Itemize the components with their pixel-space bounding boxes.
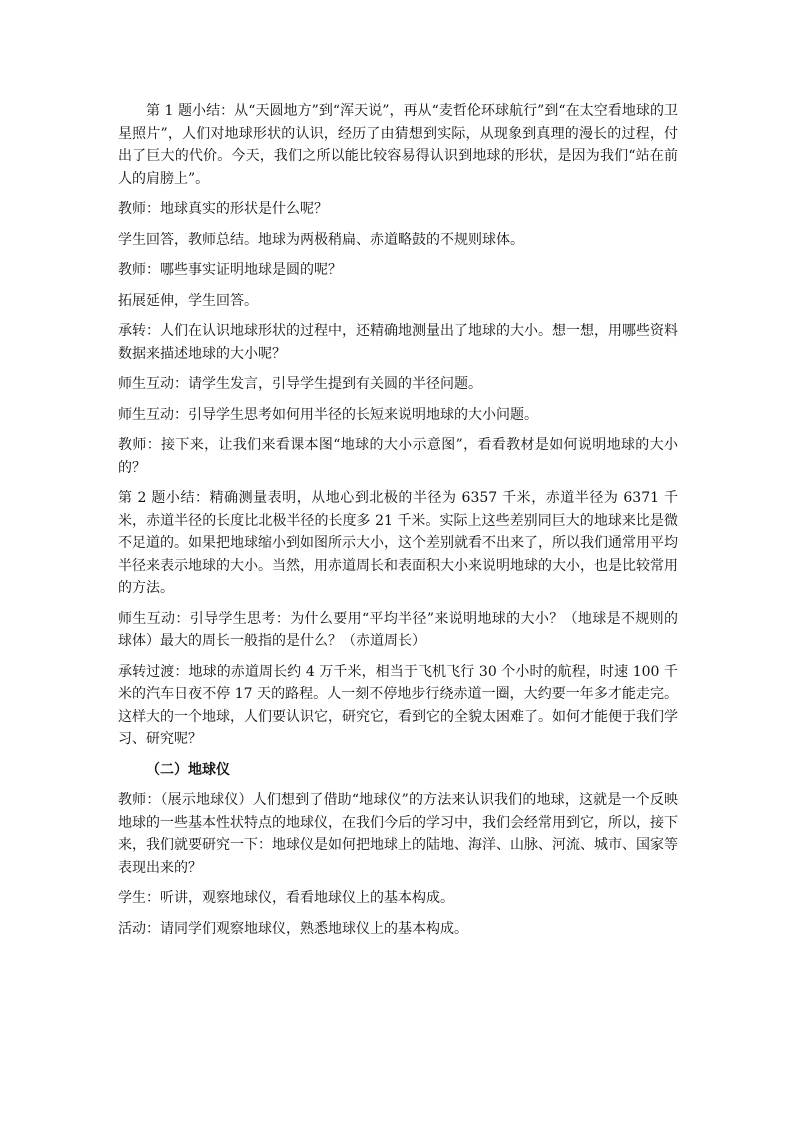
interaction-paragraph-radius: 师生互动：请学生发言，引导学生提到有关圆的半径问题。 bbox=[118, 376, 482, 392]
teacher-question-shape: 教师：地球真实的形状是什么呢？ bbox=[118, 201, 328, 217]
section-heading-globe: （二）地球仪 bbox=[146, 761, 230, 778]
document-page bbox=[118, 100, 678, 948]
student-paragraph-globe: 学生：听讲，观察地球仪，看看地球仪上的基本构成。 bbox=[118, 890, 454, 906]
teacher-paragraph-figure: 教师：接下来，让我们来看课本图“地球的大小示意图”，看看教材是如何说明地球的大小的？ bbox=[118, 437, 678, 476]
student-answer-shape: 学生回答，教师总结。地球为两极稍扁、赤道略鼓的不规则球体。 bbox=[118, 231, 524, 248]
transition-paragraph-size: 承转：人们在认识地球形状的过程中，还精确地测量出了地球的大小。想一想，用哪些资料数据来描述地球的大小呢？ bbox=[118, 323, 678, 362]
transition-paragraph-circumference: 承转过渡：地球的赤道周长约 4 万千米，相当于飞机飞行 30 个小时的航程，时速 100 千米的汽车日夜不停 17 天的路程。人一刻不停地步行绕赤道一圈，大约要一年多才能走完。这样大的一个地球，人们要认识它，研究它，看到它的全貌太困难了。如何才能便于我们学习、研究呢？ bbox=[118, 663, 678, 747]
interaction-paragraph-average-radius: 师生互动：引导学生思考：为什么要用“平均半径”来说明地球的大小？（地球是不规则的球体）最大的周长一般指的是什么？（赤道周长） bbox=[118, 610, 678, 649]
teacher-question-evidence: 教师：哪些事实证明地球是圆的呢？ bbox=[118, 262, 342, 278]
interaction-paragraph-length: 师生互动：引导学生思考如何用半径的长短来说明地球的大小问题。 bbox=[118, 406, 538, 423]
summary-paragraph-1: 第 1 题小结：从“天圆地方”到“浑天说”，再从“麦哲伦环球航行”到“在太空看地球的卫星照片”，人们对地球形状的认识，经历了由猜想到实际，从现象到真理的漫长的过程，付出了巨大的代价。今天，我们之所以能比较容易得认识到地球的形状，是因为我们“站在前人的肩膀上”。 bbox=[118, 103, 678, 187]
summary-paragraph-2: 第 2 题小结：精确测量表明，从地心到北极的半径为 6357 千米，赤道半径为 6371 千米，赤道半径的长度比北极半径的长度多 21 千米。实际上这些差别同巨大的地球来比是微不足道的。如果把地球缩小到如图所示大小，这个差别就看不出来了，所以我们通常用平均半径来表示地球的大小。当然，用赤道周长和表面积大小来说明地球的大小，也是比较常用的方法。 bbox=[118, 490, 678, 596]
extension-paragraph: 拓展延伸，学生回答。 bbox=[118, 292, 258, 309]
activity-paragraph-globe: 活动：请同学们观察地球仪，熟悉地球仪上的基本构成。 bbox=[118, 920, 468, 937]
teacher-paragraph-globe: 教师：（展示地球仪）人们想到了借助“地球仪”的方法来认识我们的地球，这就是一个反映地球的一些基本性状特点的地球仪，在我们今后的学习中，我们会经常用到它，所以，接下来，我们就要研究一下：地球仪是如何把地球上的陆地、海洋、山脉、河流、城市、国家等表现出来的？ bbox=[118, 792, 678, 876]
